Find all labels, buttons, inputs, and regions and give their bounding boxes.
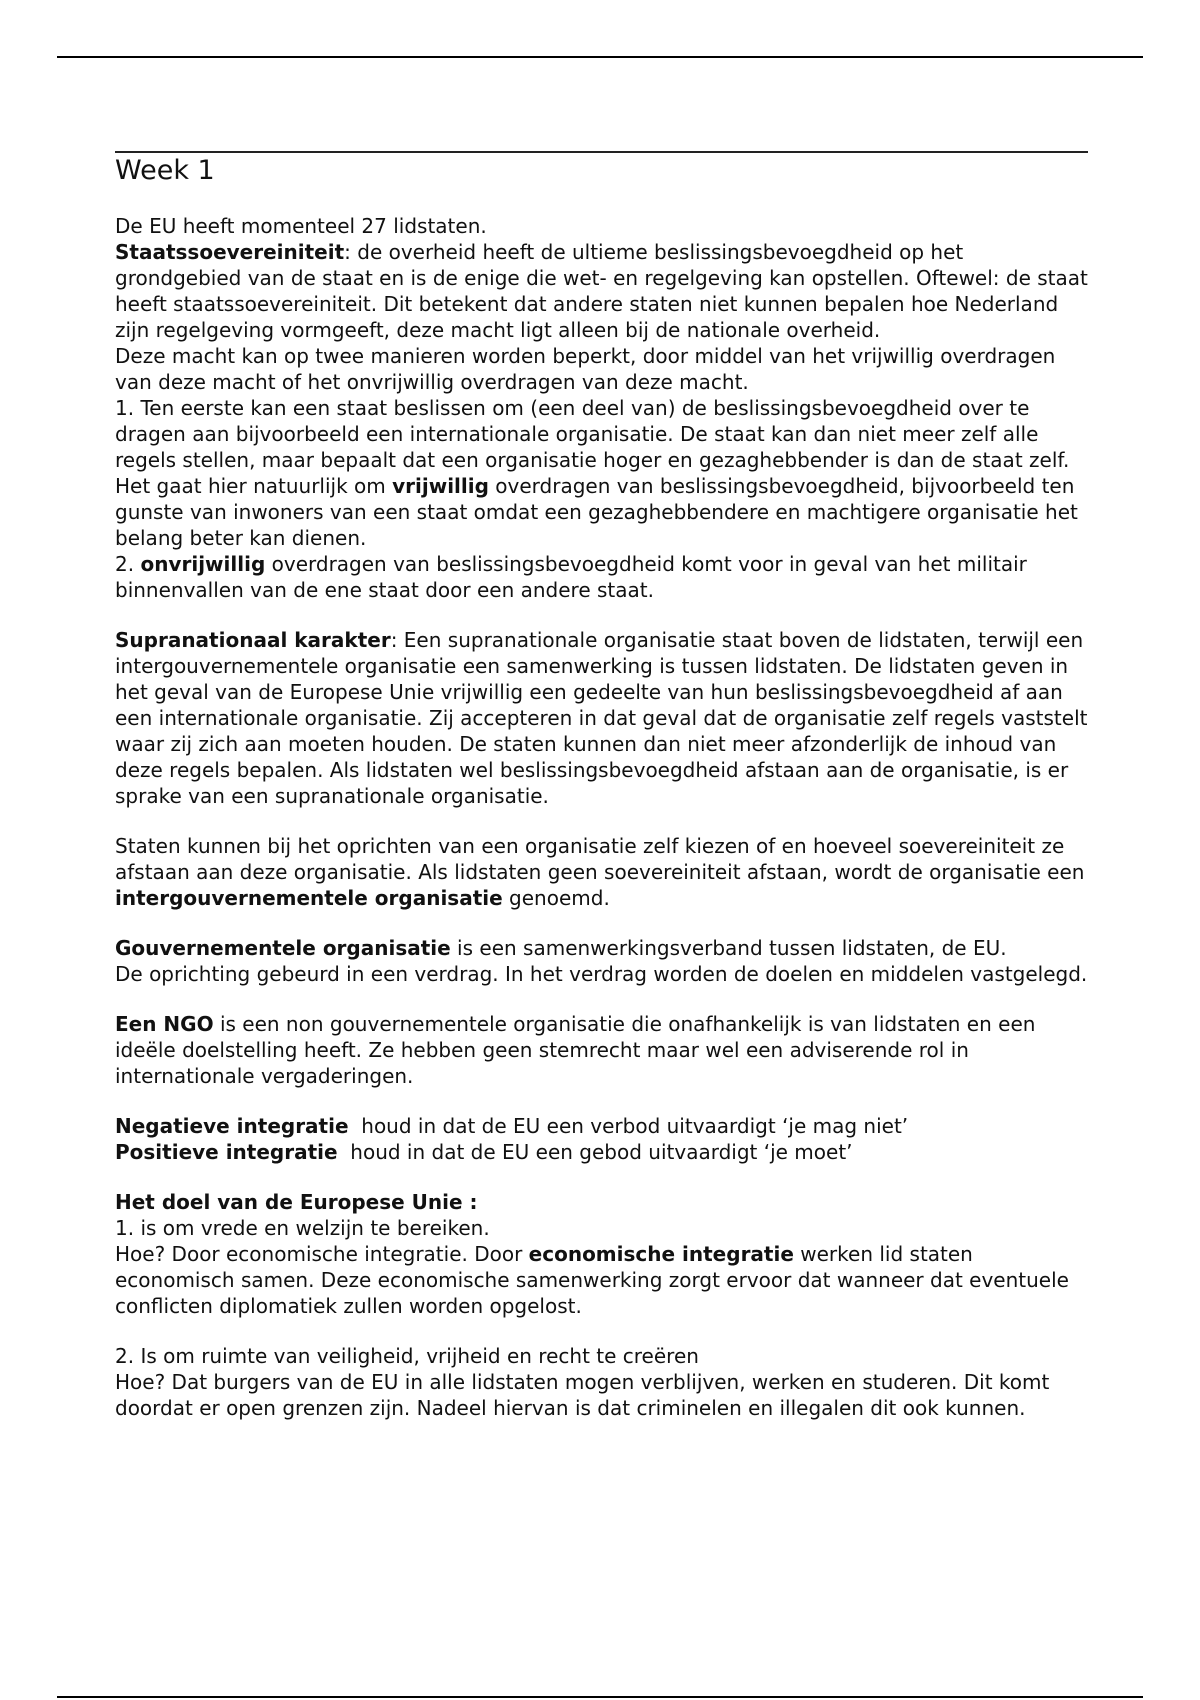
page-top-rule bbox=[57, 56, 1143, 58]
negative-integration-term: Negatieve integratie bbox=[115, 1114, 349, 1138]
negative-integration-text: houd in dat de EU een verbod uitvaardigt ‘je mag niet’ bbox=[348, 1114, 909, 1138]
document-body bbox=[115, 151, 1088, 1421]
limit-paragraph: Deze macht kan op twee manieren worden beperkt, door middel van het vrijwillig overdragen van deze macht of het onvrijwillig overdragen van deze macht. bbox=[115, 344, 1056, 394]
ngo-term: Een NGO bbox=[115, 1012, 214, 1036]
gov-text: is een samenwerkingsverband tussen lidstaten, de EU. bbox=[450, 936, 1007, 960]
page-title: Week 1 bbox=[115, 155, 215, 186]
supranational-text: : Een supranationale organisatie staat boven de lidstaten, terwijl een intergouvernementele organisatie een samenwerking is tussen lidstaten. De lidstaten geven in het geval van de Europese Unie vrijwillig een gedeelte van hun beslissingsbevoegdheid af aan een internationale organisatie. Zij accepteren in dat geval dat de organisatie zelf regels vaststelt waar zij zich aan moeten houden. De staten kunnen dan niet meer afzonderlijk de inhoud van deze regels bepalen. Als lidstaten wel beslissingsbevoegdheid afstaan aan de organisatie, is er sprake van een supranationale organisatie. bbox=[115, 628, 1088, 808]
spacer bbox=[115, 1089, 1088, 1113]
goal-2-how: Hoe? Dat burgers van de EU in alle lidstaten mogen verblijven, werken en studeren. Dit komt doordat er open grenzen zijn. Nadeel hiervan is dat criminelen en illegalen dit ook kunnen. bbox=[115, 1370, 1050, 1420]
point-1-text-b: overdragen van beslissingsbevoegdheid, bijvoorbeeld ten gunste van inwoners van een staat omdat een gezaghebbendere en machtigere organisatie het belang beter kan dienen. bbox=[115, 474, 1078, 550]
intergov-bold: intergouvernementele organisatie bbox=[115, 886, 503, 910]
spacer bbox=[115, 1165, 1088, 1189]
goal-1: 1. is om vrede en welzijn te bereiken. bbox=[115, 1216, 490, 1240]
spacer bbox=[115, 603, 1088, 627]
goal-heading-text: Het doel van de Europese Unie : bbox=[115, 1190, 478, 1214]
ngo-text: is een non gouvernementele organisatie die onafhankelijk is van lidstaten en een ideële doelstelling heeft. Ze hebben geen stemrecht maar wel een adviserende rol in internationale vergaderingen. bbox=[115, 1012, 1036, 1088]
intergov-text-b: genoemd. bbox=[502, 886, 610, 910]
gov-paragraph bbox=[115, 935, 1088, 961]
supranational-term: Supranationaal karakter bbox=[115, 628, 391, 652]
sovereignty-paragraph bbox=[115, 239, 1088, 343]
positive-integration-term: Positieve integratie bbox=[115, 1140, 338, 1164]
point-2-text-a: 2. bbox=[115, 552, 141, 576]
gov-term: Gouvernementele organisatie bbox=[115, 936, 451, 960]
spacer bbox=[115, 1319, 1088, 1343]
title-rule bbox=[115, 151, 1088, 153]
goal-heading bbox=[115, 1189, 1088, 1215]
intergov-paragraph bbox=[115, 833, 1088, 911]
positive-integration bbox=[115, 1139, 1088, 1165]
intergov-text-a: Staten kunnen bij het oprichten van een organisatie zelf kiezen of en hoeveel soevereiniteit ze afstaan aan deze organisatie. Als lidstaten geen soevereiniteit afstaan, wordt de organisatie een bbox=[115, 834, 1085, 884]
point-1-bold: vrijwillig bbox=[392, 474, 489, 498]
point-2-text-b: overdragen van beslissingsbevoegdheid komt voor in geval van het militair binnenvallen van de ene staat door een andere staat. bbox=[115, 552, 1027, 602]
spacer bbox=[115, 987, 1088, 1011]
goal-1-how bbox=[115, 1241, 1088, 1319]
intro-line: De EU heeft momenteel 27 lidstaten. bbox=[115, 214, 487, 238]
goal-1-how-bold: economische integratie bbox=[528, 1242, 794, 1266]
spacer bbox=[115, 911, 1088, 935]
point-1-text-a: 1. Ten eerste kan een staat beslissen om (een deel van) de beslissingsbevoegdheid over te dragen aan bijvoorbeeld een internationale organisatie. De staat kan dan niet meer zelf alle regels stellen, maar bepaalt dat een organisatie hoger en gezaghebbender is dan de staat zelf. Het gaat hier natuurlijk om bbox=[115, 396, 1070, 498]
gov-founding: De oprichting gebeurd in een verdrag. In het verdrag worden de doelen en middelen vastgelegd. bbox=[115, 962, 1088, 986]
sovereignty-term: Staatssoevereiniteit bbox=[115, 240, 345, 264]
supranational-paragraph bbox=[115, 627, 1088, 809]
text-block bbox=[115, 213, 1088, 1421]
point-2-bold: onvrijwillig bbox=[140, 552, 266, 576]
point-2-paragraph bbox=[115, 551, 1088, 603]
point-1-paragraph bbox=[115, 395, 1088, 551]
goal-1-how-a: Hoe? Door economische integratie. Door bbox=[115, 1242, 529, 1266]
ngo-paragraph bbox=[115, 1011, 1088, 1089]
spacer bbox=[115, 809, 1088, 833]
sovereignty-definition: : de overheid heeft de ultieme beslissingsbevoegdheid op het grondgebied van de staat en is de enige die wet- en regelgeving kan opstellen. Oftewel: de staat heeft staatssoevereiniteit. Dit betekent dat andere staten niet kunnen bepalen hoe Nederland zijn regelgeving vormgeeft, deze macht ligt alleen bij de nationale overheid. bbox=[115, 240, 1088, 342]
positive-integration-text: houd in dat de EU een gebod uitvaardigt ‘je moet’ bbox=[337, 1140, 853, 1164]
page-bottom-rule bbox=[57, 1696, 1143, 1698]
goal-1-how-b: werken lid staten economisch samen. Deze economische samenwerking zorgt ervoor dat wanneer dat eventuele conflicten diplomatiek zullen worden opgelost. bbox=[115, 1242, 1069, 1318]
goal-2: 2. Is om ruimte van veiligheid, vrijheid en recht te creëren bbox=[115, 1344, 699, 1368]
negative-integration bbox=[115, 1113, 1088, 1139]
